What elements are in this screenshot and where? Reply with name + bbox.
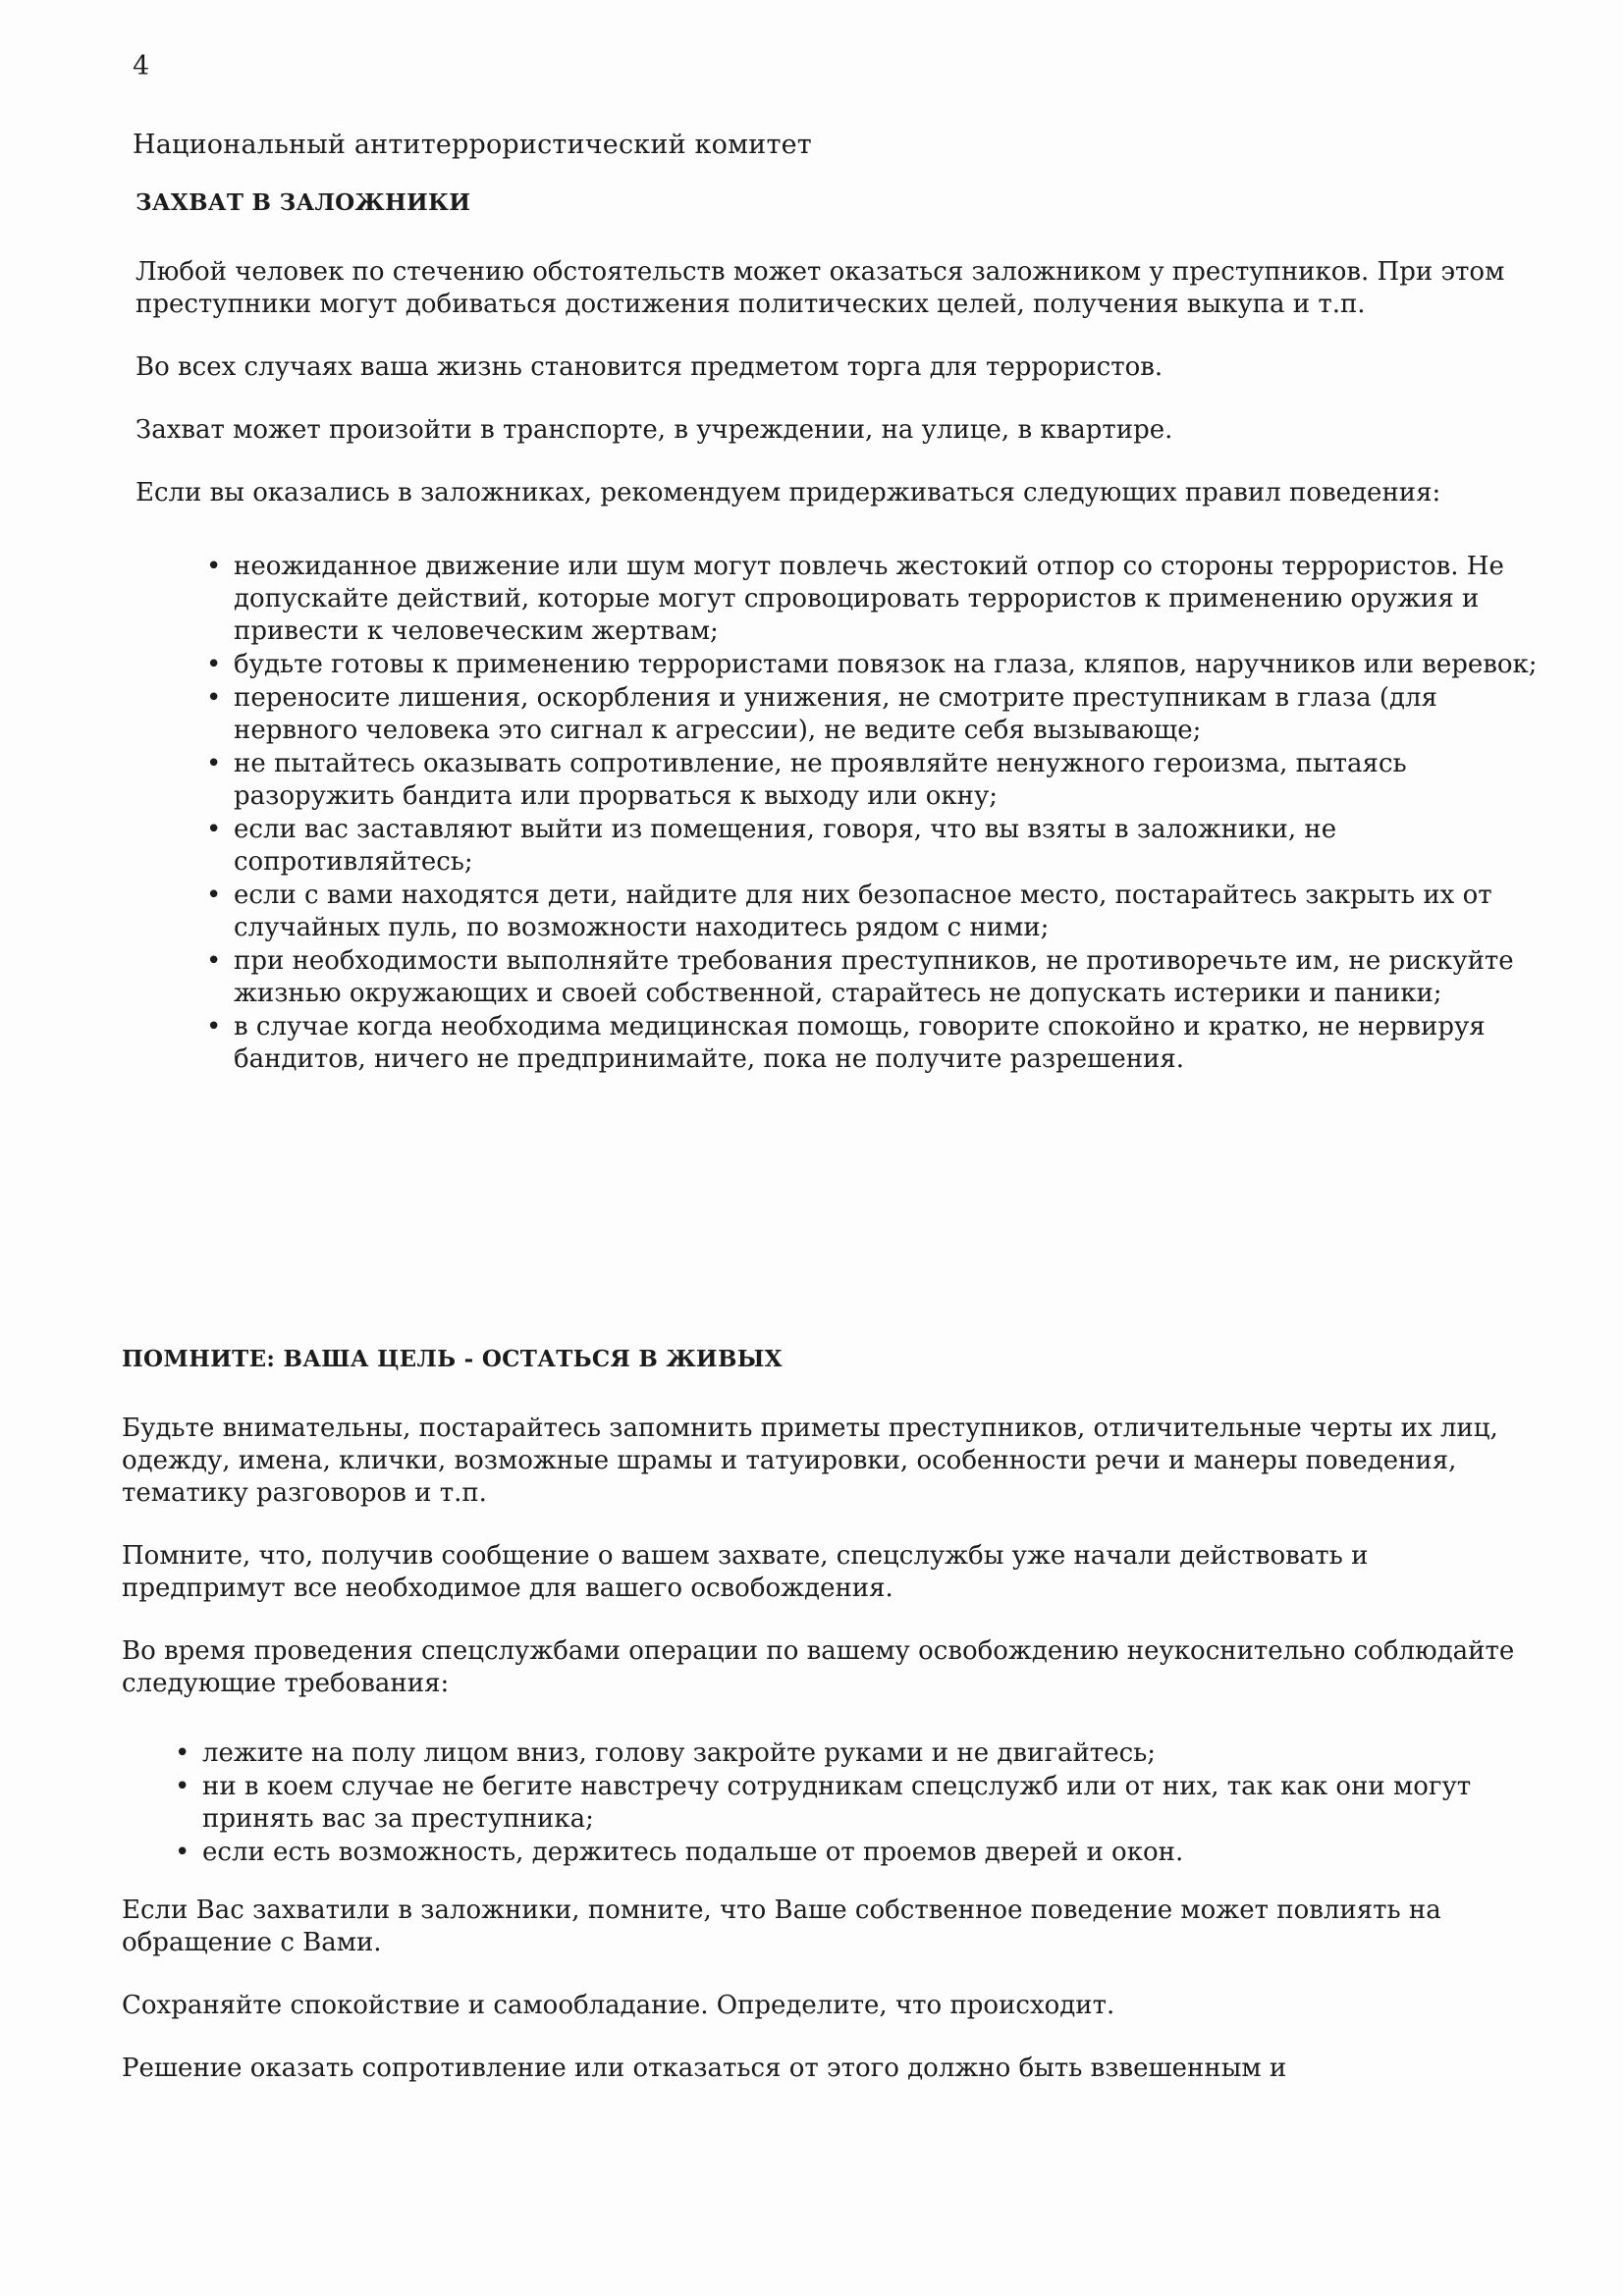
paragraph: Решение оказать сопротивление или отказаться от этого должно быть взвешенным и bbox=[122, 2054, 1287, 2083]
bullet-icon: • bbox=[206, 815, 222, 844]
list-item bbox=[175, 1737, 1508, 1770]
bullet-icon: • bbox=[206, 1012, 222, 1041]
paragraph: Захват может произойти в транспорте, в учреждении, на улице, в квартире. bbox=[135, 415, 1173, 445]
paragraph: Сохраняйте спокойствие и самообладание. Определите, что происходит. bbox=[122, 1991, 1115, 2020]
list-item bbox=[206, 748, 1549, 813]
rules-list bbox=[128, 551, 1542, 1076]
bullet-icon: • bbox=[175, 1838, 190, 1867]
bullet-icon: • bbox=[206, 650, 222, 679]
list-item bbox=[175, 1771, 1508, 1836]
bullet-icon: • bbox=[175, 1738, 190, 1768]
paragraph: Помните, что, получив сообщение о вашем захвате, спецслужбы уже начали действовать и предпримут все необходимое для вашего освобождения. bbox=[122, 1541, 1369, 1603]
bullet-icon: • bbox=[206, 552, 222, 581]
list-item bbox=[206, 551, 1549, 648]
paragraph: Во всех случаях ваша жизнь становится предметом торга для террористов. bbox=[135, 352, 1163, 382]
list-item bbox=[175, 1837, 1508, 1869]
section-heading: ЗАХВАТ В ЗАЛОЖНИКИ bbox=[135, 189, 471, 216]
list-item-text: в случае когда необходима медицинская помощь, говорите спокойно и кратко, не нервируя бандитов, ничего не предпринимайте, пока не получите разрешения. bbox=[234, 1012, 1486, 1074]
list-item-text: если вас заставляют выйти из помещения, говоря, что вы взяты в заложники, не сопротивляйтесь; bbox=[234, 815, 1337, 877]
paragraph: Если Вас захватили в заложники, помните, что Ваше собственное поведение может повлиять на обращение с Вами. bbox=[122, 1896, 1441, 1957]
page-number: 4 bbox=[133, 51, 150, 81]
list-item bbox=[206, 682, 1549, 747]
list-item-text: неожиданное движение или шум могут повлечь жестокий отпор со стороны террористов. Не допускайте действий, которые могут спровоцировать террористов к применению оружия и привести к человеческим жертвам; bbox=[234, 552, 1504, 646]
list-item-text: если есть возможность, держитесь подальше от проемов дверей и окон. bbox=[202, 1838, 1184, 1867]
list-item-text: переносите лишения, оскорбления и унижения, не смотрите преступникам в глаза (для нервного человека это сигнал к агрессии), не ведите себя вызывающе; bbox=[234, 683, 1437, 745]
bullet-icon: • bbox=[206, 946, 222, 976]
list-item bbox=[206, 945, 1549, 1010]
list-item-text: ни в коем случае не бегите навстречу сотрудникам спецслужб или от них, так как они могут принять вас за преступника; bbox=[202, 1772, 1472, 1834]
organization-name: Национальный антитеррористический комитет bbox=[133, 130, 812, 160]
paragraph: Если вы оказались в заложниках, рекомендуем придерживаться следующих правил поведения: bbox=[135, 478, 1441, 507]
paragraph: Будьте внимательны, постарайтесь запомнить приметы преступников, отличительные черты их лиц, одежду, имена, клички, возможные шрамы и татуировки, особенности речи и манеры поведения, тематику разговоров и т.п. bbox=[122, 1414, 1498, 1508]
list-item bbox=[206, 814, 1549, 879]
paragraph: Любой человек по стечению обстоятельств может оказаться заложником у преступников. При этом преступники могут добиваться достижения политических целей, получения выкупа и т.п. bbox=[135, 257, 1505, 319]
list-item bbox=[206, 1011, 1549, 1076]
list-item-text: если с вами находятся дети, найдите для них безопасное место, постарайтесь закрыть их от случайных пуль, по возможности находитесь рядом с ними; bbox=[234, 881, 1492, 942]
list-item-text: при необходимости выполняйте требования преступников, не противоречьте им, не рискуйте жизнью окружающих и своей собственной, старайтесь не допускать истерики и паники; bbox=[234, 946, 1514, 1008]
list-item bbox=[206, 649, 1549, 681]
list-item-text: лежите на полу лицом вниз, голову закройте руками и не двигайтесь; bbox=[202, 1738, 1157, 1768]
bullet-icon: • bbox=[206, 881, 222, 910]
bullet-icon: • bbox=[206, 683, 222, 713]
section-hostage-capture bbox=[128, 187, 1542, 1077]
bullet-icon: • bbox=[175, 1772, 190, 1801]
list-item-text: не пытайтесь оказывать сопротивление, не проявляйте ненужного героизма, пытаясь разоружить бандита или прорваться к выходу или окну; bbox=[234, 749, 1407, 811]
list-item-text: будьте готовы к применению террористами повязок на глаза, кляпов, наручников или веревок; bbox=[234, 650, 1538, 679]
list-item bbox=[206, 880, 1549, 944]
requirements-list bbox=[118, 1737, 1542, 1869]
bullet-icon: • bbox=[206, 749, 222, 778]
section-heading: ПОМНИТЕ: ВАША ЦЕЛЬ - ОСТАТЬСЯ В ЖИВЫХ bbox=[122, 1346, 783, 1372]
section-stay-alive bbox=[118, 1343, 1542, 2115]
paragraph: Во время проведения спецслужбами операции по вашему освобождению неукоснительно соблюдайте следующие требования: bbox=[122, 1636, 1515, 1698]
